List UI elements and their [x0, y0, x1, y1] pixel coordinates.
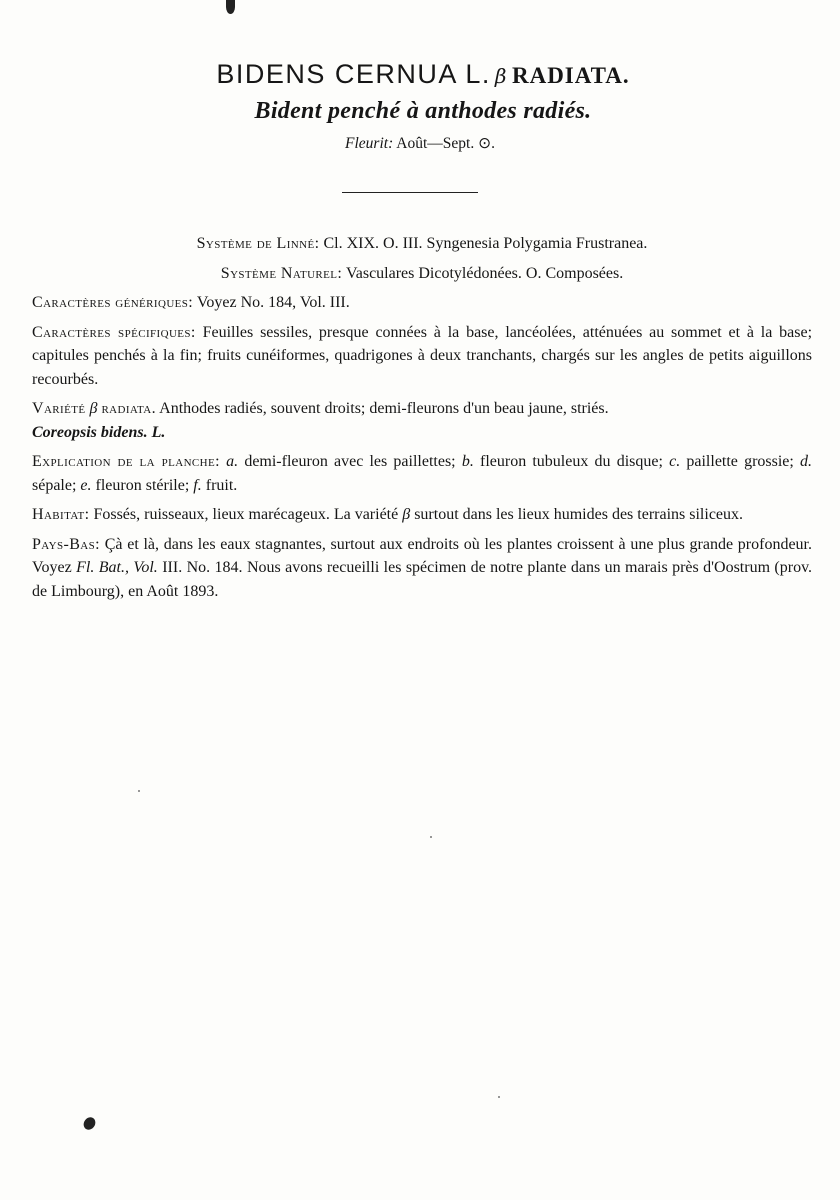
legend-key-f: f.: [193, 476, 202, 494]
paysbas-ref-flora: Fl. Bat.,: [76, 559, 129, 576]
flowering-value: Août—Sept.: [396, 135, 475, 152]
scan-speck: [81, 1115, 97, 1132]
specifiques-text: Feuilles sessiles, presque connées à la base, lancéolées, atténuées au sommet et à la base; capitules penchés à la fin; fruits cunéiformes, quadrigones à deux tranchants, chargés sur les angles de petits aiguillons recourbés.: [32, 323, 813, 388]
legend-text-b: fleuron tubuleux du disque;: [479, 453, 663, 470]
beta-symbol: β: [494, 64, 508, 88]
paysbas-label: Pays-Bas:: [32, 535, 101, 553]
scan-dot: [498, 1096, 500, 1098]
scan-dot: [138, 790, 140, 792]
naturel-label: Système Naturel:: [220, 264, 343, 282]
specifiques-label: Caractères spécifiques:: [32, 323, 196, 341]
legend-text-c: paillette grossie;: [686, 453, 794, 470]
legend-key-b: b.: [461, 453, 474, 470]
legend-key-c: c.: [669, 453, 681, 470]
separator-rule: [342, 192, 478, 193]
naturel-line: [32, 262, 812, 286]
variete-synonym: Coreopsis bidens. L.: [32, 423, 166, 441]
variete-beta: β: [89, 400, 98, 417]
legend-text-a: demi-fleuron avec les paillettes;: [244, 453, 456, 470]
scan-dot: [430, 836, 432, 838]
generiques-text: Voyez No. 184, Vol. III.: [196, 294, 350, 311]
variete-name: radiata.: [101, 400, 157, 417]
paysbas-ref-vol: Vol.: [133, 559, 158, 576]
generiques-label: Caractères génériques:: [32, 294, 194, 311]
scan-speck: [226, 0, 235, 14]
variety-name: RADIATA.: [511, 63, 630, 88]
legend-text-d: sépale;: [32, 476, 77, 494]
flowering-label: Fleurit:: [345, 135, 394, 152]
flowering-line: [0, 134, 840, 154]
explication-paragraph: [32, 450, 812, 497]
generiques-paragraph: [32, 291, 812, 315]
description-body: [32, 232, 812, 603]
species-name: BIDENS CERNUA L.: [216, 59, 491, 89]
linne-line: [32, 232, 812, 256]
habitat-paragraph: [32, 503, 812, 527]
variete-label: Variété: [32, 400, 86, 417]
habitat-text-1: Fossés, ruisseaux, lieux marécageux. La variété: [93, 506, 399, 523]
habitat-text-2: surtout dans les lieux humides des terrains siliceux.: [414, 506, 744, 523]
legend-text-f: fruit.: [205, 476, 238, 494]
paysbas-paragraph: [32, 533, 812, 604]
variete-paragraph: [32, 397, 812, 444]
page-title: [0, 58, 840, 92]
legend-key-d: d.: [800, 453, 813, 470]
naturel-text: Vasculares Dicotylédonées. O. Composées.: [345, 264, 624, 282]
explication-label: Explication de la planche:: [32, 453, 220, 470]
linne-label: Système de Linné:: [196, 235, 320, 252]
annual-symbol: ⊙.: [478, 135, 495, 152]
habitat-label: Habitat:: [32, 506, 90, 523]
paysbas-text-2: III. No. 184. Nous avons recueilli les spécimen de notre plante dans un marais près d'Oostrum (prov. de Limbourg), en Août 1893.: [32, 559, 813, 600]
legend-key-a: a.: [226, 453, 239, 470]
linne-text: Cl. XIX. O. III. Syngenesia Polygamia Frustranea.: [323, 235, 648, 252]
legend-key-e: e.: [80, 476, 92, 494]
french-name: Bident penché à anthodes radiés.: [254, 98, 592, 124]
variete-text: Anthodes radiés, souvent droits; demi-fleurons d'un beau jaune, striés.: [159, 400, 609, 417]
habitat-beta: β: [402, 506, 411, 523]
paysbas-text-1: Çà et là, dans les eaux stagnantes, surtout aux endroits où les plantes croissent à une plus grande profondeur. Voyez: [32, 535, 813, 576]
specifiques-paragraph: [32, 321, 812, 392]
legend-text-e: fleuron stérile;: [95, 476, 190, 494]
